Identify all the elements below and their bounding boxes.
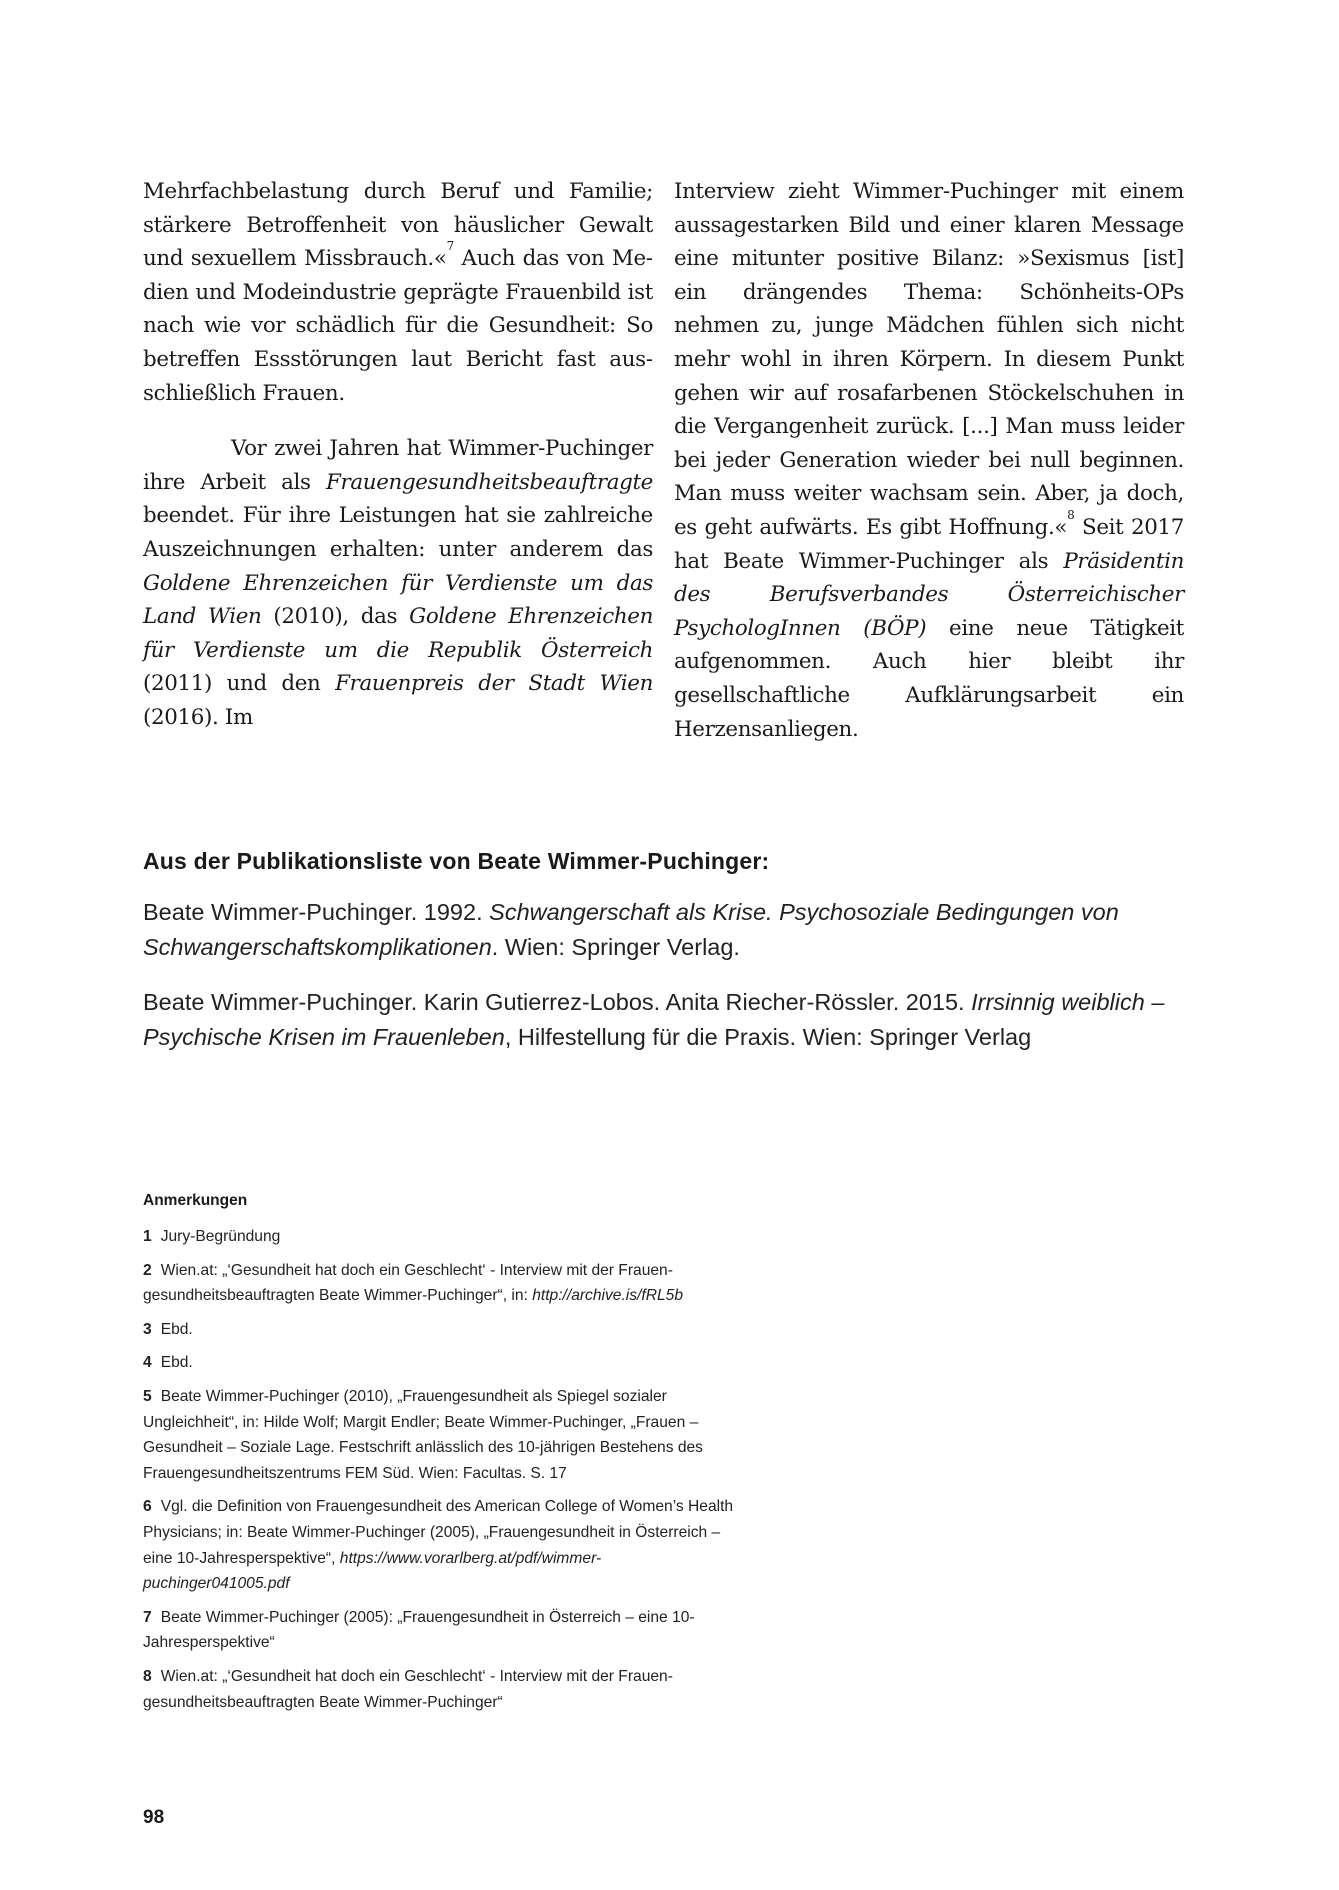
page-number: 98 <box>143 1807 165 1828</box>
body-paragraph: Vor zwei Jahren hat Wimmer-Puchinger ihre Arbeit als Frauengesundheitsbeauftragte beendet. Für ihre Leistungen hat sie zahlreiche Auszeichnungen erhalten: unter anderem das Goldene Ehrenzeichen für Verdienste um das Land Wien (2010), das Goldene Ehrenzeichen für Verdienste um die Republik Österreich (2011) und den Frauenpreis der Stadt Wien (2016). Im <box>143 436 654 730</box>
footnote-item: 3 Ebd. <box>143 1320 193 1338</box>
body-paragraph: Interview zieht Wimmer-Puchinger mit einem aussagestarken Bild und einer klaren Message eine mitunter positive Bilanz: »Sexismus [ist] ein drängendes Thema: Schönheits-OPs nehmen zu, junge Mädchen fühlen sich nicht mehr wohl in ihren Körpern. In diesem Punkt gehen wir auf rosafarbenen Stöckelschuhen in die Vergangenheit zurück. [...] Man muss leider bei jeder Generation wieder bei null beginnen. Man muss weiter wachsam sein. Aber, ja doch, es geht aufwärts. Es gibt Hoffnung.«$^8$ Seit 2017 hat Beate Wimmer-Puchinger als Präsidentin des Berufsverbandes Österreichischer PsychologInnen (BÖP) eine neue Tätigkeit aufgenommen. Auch hier bleibt ihr gesellschaftliche Aufklärungsarbeit ein Herzensanliegen. <box>674 179 1185 742</box>
footnote-item: 1 Jury-Begründung <box>143 1228 281 1245</box>
footnote-ref-7[interactable]: 7 <box>446 239 454 254</box>
publication-entry: Beate Wimmer-Puchinger. Karin Gutierrez-Lobos. Anita Riecher-Rössler. 2015. Irrsinnig weiblich – Psychische Krisen im Frauenleben, Hilfestellung für die Praxis. Wien: Springer Verlag <box>143 989 1165 1050</box>
footnote-link[interactable]: http://archive.is/fRL5b <box>532 1287 684 1305</box>
publications-heading: Aus der Publikationsliste von Beate Wimmer-Puchinger: <box>143 848 770 874</box>
footnote-item: 5 Beate Wimmer-Puchinger (2010), „Frauengesundheit als Spiegel sozialer Ungleichheit“, in: Hilde Wolf; Margit Endler; Beate Wimmer-Puchinger, „Frauen – Gesundheit – Soziale Lage. Festschrift anlässlich des 10-jährigen Bestehens des Frauengesundheitszentrums FEM Süd. Wien: Facultas. S. 17 <box>143 1387 703 1482</box>
footnote-item: 4 Ebd. <box>143 1354 193 1372</box>
body-column-right <box>674 175 1184 746</box>
footnote-item: 7 Beate Wimmer-Puchinger (2005): „Frauengesundheit in Österreich – eine 10-Jahresperspektive“ <box>143 1608 695 1652</box>
publications-list <box>143 895 1188 1075</box>
body-column-left <box>143 175 653 735</box>
footnote-ref-8[interactable]: 8 <box>1067 507 1075 522</box>
footnotes-list <box>143 1224 743 1723</box>
footnote-item: 6 Vgl. die Definition von Frauengesundheit des American College of Women’s Health Physicians; in: Beate Wimmer-Puchinger (2005), „Frauengesundheit in Österreich – eine 10-Jahresperspektive“, https://www.vorarlberg.at/pdf/wimmer-puchinger041005.pdf <box>143 1498 734 1593</box>
publication-entry: Beate Wimmer-Puchinger. 1992. Schwangerschaft als Krise. Psychosoziale Bedingungen von Schwangerschaftskomplikationen. Wien: Springer Verlag. <box>143 899 1119 960</box>
footnote-item: 2 Wien.at: „‘Gesundheit hat doch ein Geschlecht‘ - Interview mit der Frauengesundheitsbeauftragten Beate Wimmer-Puchinger“, in: http://archive.is/fRL5b <box>143 1261 684 1305</box>
footnote-item: 8 Wien.at: „‘Gesundheit hat doch ein Geschlecht‘ - Interview mit der Frauengesundheitsbeauftragten Beate Wimmer-Puchinger“ <box>143 1667 673 1711</box>
notes-heading: Anmerkungen <box>143 1192 248 1209</box>
footnote-link[interactable]: https://www.vorarlberg.at/pdf/wimmer-puchinger041005.pdf <box>143 1549 602 1593</box>
body-paragraph: Mehrfachbelastung durch Beruf und Familie; stärkere Betroffenheit von häuslicher Gewalt und sexuellem Missbrauch.«$^7$ Auch das von Medien und Modeindustrie geprägte Frauenbild ist nach wie vor schädlich für die Gesundheit: So betreffen Essstörungen laut Bericht fast ausschließlich Frauen. <box>143 179 654 406</box>
